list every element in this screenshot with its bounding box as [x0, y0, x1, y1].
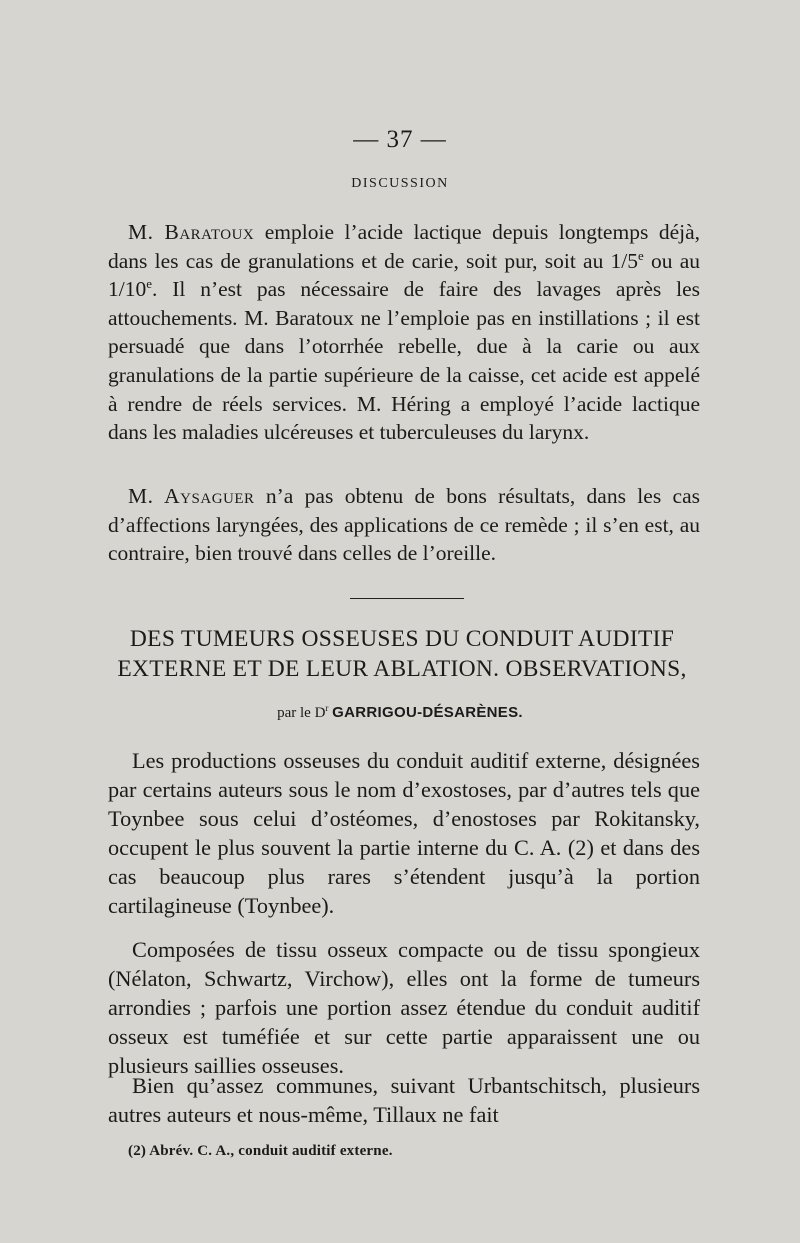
- article-paragraph-2: Composées de tissu osseux compacte ou de tissu spongieux (Nélaton, Schwartz, Virchow), elles ont la forme de tumeurs arrondies ; parfois une portion assez étendue du conduit auditif osseux est tuméfiée et sur cette partie apparaissent une ou plusieurs saillies osseuses.: [108, 937, 700, 1078]
- article-title-line-2: EXTERNE ET DE LEUR ABLATION. OBSERVATIONS,: [117, 656, 687, 682]
- author-name: GARRIGOU-DÉSARÈNES.: [332, 704, 523, 721]
- article-paragraph-3: Bien qu’assez communes, suivant Urbantschitsch, plusieurs autres auteurs et nous-même, Tillaux ne fait: [108, 1073, 700, 1127]
- article-title-line-1: DES TUMEURS OSSEUSES DU CONDUIT AUDITIF: [129, 626, 675, 652]
- article-paragraph-1: Les productions osseuses du conduit auditif externe, désignées par certains auteurs sous le nom d’exostoses, par d’autres tels que Toynbee sous celui d’ostéomes, d’enostoses par Rokitansky, occupent le plus souvent la partie interne du C. A. (2) et dans des cas beaucoup plus rares s’étendent jusqu’à la portion cartilagineuse (Toynbee).: [108, 748, 700, 918]
- page-number: — 37 —: [353, 126, 447, 153]
- speaker-name: M. Aysaguer: [128, 484, 255, 508]
- footnote: (2) Abrév. C. A., conduit auditif externe.: [128, 1143, 393, 1159]
- speaker-name: M. Baratoux: [128, 220, 255, 244]
- discussion-paragraph-aysaguer: M. Aysaguer n’a pas obtenu de bons résultats, dans les cas d’affections laryngées, des applications de ce remède ; il s’en est, au contraire, bien trouvé dans celles de l’oreille.: [108, 484, 700, 566]
- article-title: [96, 624, 708, 684]
- section-divider: [350, 598, 464, 599]
- byline: par le $D^r$ GARRIGOU-DÉSARÈNES.: [277, 703, 523, 721]
- discussion-paragraph-baratoux: M. Baratoux emploie l’acide lactique depuis longtemps déjà, dans les cas de granulations et de carie, soit pur, soit au 1/5e ou au 1/10e. Il n’est pas nécessaire de faire des lavages après les attouchements. M. Baratoux ne l’emploie pas en instillations ; il est persuadé que dans l’otorrhée rebelle, due à la carie ou aux granulations de la partie supérieure de la caisse, cet acide est appelé à rendre de réels services. M. Héring a employé l’acide lactique dans les maladies ulcéreuses et tuberculeuses du larynx.: [108, 220, 701, 445]
- discussion-heading: DISCUSSION: [351, 176, 449, 191]
